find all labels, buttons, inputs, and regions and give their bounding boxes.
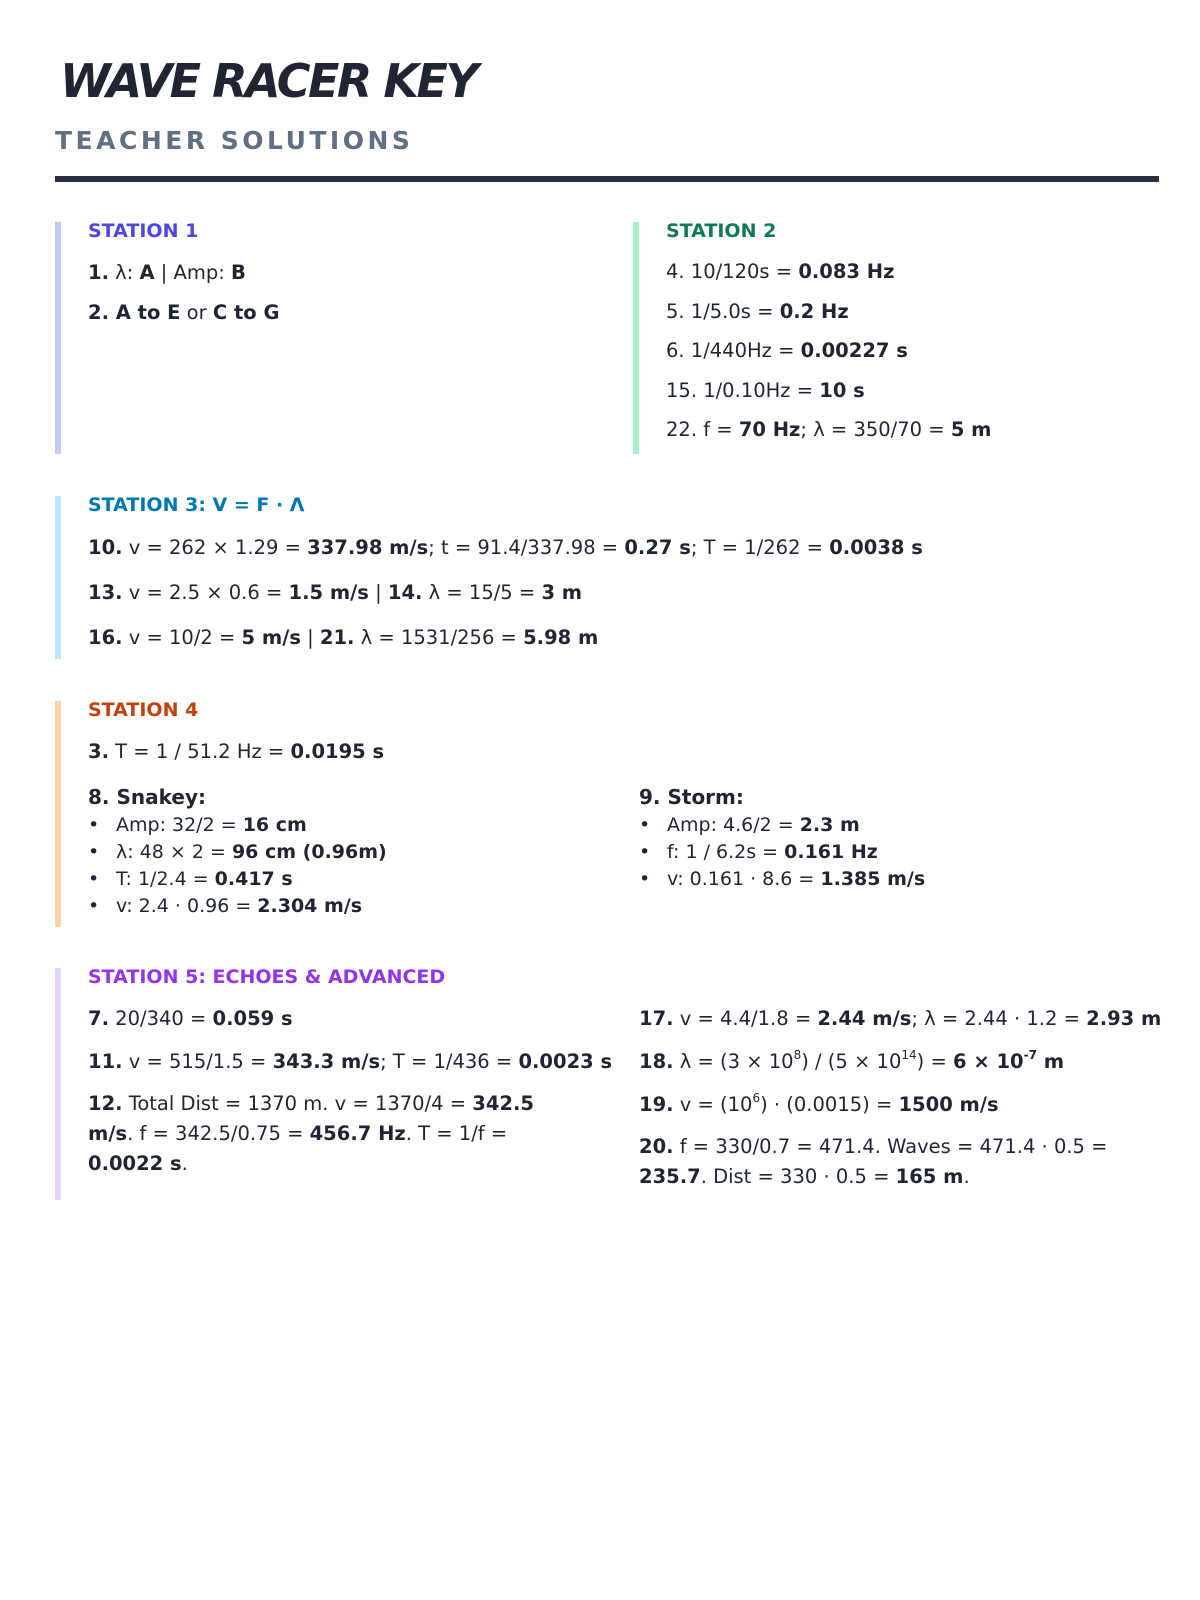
answer-7-result: 0.059 s (212, 1007, 293, 1030)
answer-3-number: 3. (88, 740, 109, 763)
answer-14-work: λ = 15/5 = (422, 581, 542, 604)
answer-3-work: T = 1 / 51.2 Hz = (108, 740, 291, 763)
answer-16-21 (88, 625, 598, 650)
answer-16-number: 16. (88, 626, 123, 649)
answer-7 (88, 1006, 293, 1031)
answer-4-work: 4. 10/120s = (666, 260, 799, 283)
answer-22-work: ; λ = 350/70 = (800, 418, 951, 441)
separator: | (300, 626, 320, 649)
answer-12-speed: 342.5 m/s (88, 1092, 534, 1145)
answer-2-option-a: 2. A to E (88, 301, 181, 324)
list-item-work: v: 0.161 · 8.6 = (667, 868, 821, 890)
answer-10-number: 10. (88, 536, 123, 559)
list-item-work: T: 1/2.4 = (116, 868, 215, 890)
answer-22-work: 22. f = (666, 418, 739, 441)
list-item (88, 839, 387, 866)
answer-12-work: . f = 342.5/0.75 = (127, 1122, 310, 1145)
answer-17-work: v = 4.4/1.8 = (673, 1007, 818, 1030)
station-2-card (633, 222, 1193, 454)
answer-11-speed: 343.3 m/s (272, 1050, 381, 1073)
answer-5 (666, 299, 849, 324)
answer-10-work: ; t = 91.4/337.98 = (428, 536, 625, 559)
answer-12-work: . T = 1/f = (405, 1122, 508, 1145)
answer-12 (88, 1089, 558, 1179)
list-item-result: 0.161 Hz (784, 841, 878, 863)
list-item (639, 812, 925, 839)
list-item-result: 2.3 m (799, 814, 860, 836)
answer-21-result: 5.98 m (523, 626, 599, 649)
list-item-result: 0.417 s (214, 868, 293, 890)
answer-16-result: 5 m/s (241, 626, 301, 649)
answer-4 (666, 259, 894, 284)
answer-7-work: 20/340 = (108, 1007, 213, 1030)
answer-10-speed: 337.98 m/s (307, 536, 429, 559)
answer-1-amplitude: B (231, 261, 246, 284)
answer-20-work: . (963, 1165, 970, 1188)
answer-15-work: 15. 1/0.10Hz = (666, 379, 820, 402)
answer-19-result: 1500 m/s (898, 1093, 999, 1116)
answer-3-result: 0.0195 s (290, 740, 385, 763)
snakey-list (88, 812, 387, 920)
answer-13-result: 1.5 m/s (288, 581, 369, 604)
answer-1-text: λ: (108, 261, 140, 284)
station-4-card (55, 701, 1155, 927)
station-4-title: STATION 4 (88, 699, 199, 721)
snakey-heading: 8. Snakey: (88, 785, 206, 809)
answer-3 (88, 739, 384, 764)
answer-12-number: 12. (88, 1092, 123, 1115)
answer-1-text: | Amp: (154, 261, 232, 284)
answer-11-number: 11. (88, 1050, 123, 1073)
answer-22 (666, 417, 992, 442)
storm-heading: 9. Storm: (639, 785, 744, 809)
answer-17 (639, 1006, 1161, 1031)
answer-2 (88, 300, 279, 325)
answer-6 (666, 338, 908, 363)
answer-19-work: ) · (0.0015) = (760, 1093, 899, 1116)
answer-10-period: 0.0038 s (829, 536, 923, 559)
list-item-work: f: 1 / 6.2s = (667, 841, 785, 863)
station-3-title: STATION 3: V = F · Λ (88, 494, 305, 516)
answer-12-period: 0.0022 s (88, 1152, 182, 1175)
list-item-work: λ: 48 × 2 = (116, 841, 232, 863)
list-item (88, 893, 387, 920)
answer-6-work: 6. 1/440Hz = (666, 339, 801, 362)
answer-21-work: λ = 1531/256 = (354, 626, 524, 649)
answer-19-work: v = (10 (673, 1093, 753, 1116)
list-item (88, 866, 387, 893)
answer-11-work: ; T = 1/436 = (380, 1050, 519, 1073)
exponent: 6 (752, 1090, 761, 1105)
list-item-work: v: 2.4 · 0.96 = (116, 895, 258, 917)
answer-20-work: f = 330/0.7 = 471.4. Waves = 471.4 · 0.5 = (673, 1135, 1108, 1158)
header-divider (55, 176, 1159, 182)
answer-12-frequency: 456.7 Hz (309, 1122, 406, 1145)
answer-10-time: 0.27 s (624, 536, 691, 559)
list-item-work: Amp: 4.6/2 = (667, 814, 800, 836)
answer-12-work: Total Dist = 1370 m. v = 1370/4 = (122, 1092, 473, 1115)
separator: | (368, 581, 388, 604)
storm-list (639, 812, 925, 893)
answer-14-result: 3 m (541, 581, 583, 604)
answer-2-option-b: C to G (212, 301, 280, 324)
list-item (639, 839, 925, 866)
answer-7-number: 7. (88, 1007, 109, 1030)
answer-1 (88, 260, 246, 285)
answer-10 (88, 535, 923, 560)
station-5-card (55, 966, 1162, 1200)
answer-21-number: 21. (319, 626, 355, 649)
answer-6-result: 0.00227 s (800, 339, 908, 362)
exponent: 8 (793, 1047, 802, 1062)
station-1-title: STATION 1 (88, 220, 199, 242)
answer-18-result: 6 × 10 (953, 1050, 1024, 1073)
answer-20-work: . Dist = 330 · 0.5 = (700, 1165, 896, 1188)
answer-11 (88, 1049, 612, 1074)
answer-13-14 (88, 580, 582, 605)
answer-20 (639, 1132, 1159, 1192)
answer-17-speed: 2.44 m/s (817, 1007, 912, 1030)
list-item (639, 866, 925, 893)
answer-10-work: ; T = 1/262 = (690, 536, 830, 559)
answer-19-number: 19. (639, 1093, 674, 1116)
answer-18-unit: m (1036, 1050, 1065, 1073)
answer-5-result: 0.2 Hz (779, 300, 849, 323)
answer-17-number: 17. (639, 1007, 674, 1030)
answer-15-result: 10 s (819, 379, 865, 402)
answer-20-number: 20. (639, 1135, 674, 1158)
answer-18-work: ) / (5 × 10 (801, 1050, 902, 1073)
answer-16-work: v = 10/2 = (122, 626, 242, 649)
answer-12-work: . (181, 1152, 188, 1175)
answer-1-wavelength: A (139, 261, 155, 284)
station-2-title: STATION 2 (666, 220, 777, 242)
list-item-result: 2.304 m/s (257, 895, 363, 917)
answer-18 (639, 1049, 1064, 1074)
answer-1-number: 1. (88, 261, 109, 284)
list-item-result: 1.385 m/s (820, 868, 926, 890)
answer-5-work: 5. 1/5.0s = (666, 300, 780, 323)
list-item-result: 16 cm (242, 814, 307, 836)
answer-22-wavelength: 5 m (950, 418, 992, 441)
answer-11-period: 0.0023 s (518, 1050, 613, 1073)
station-1-card (55, 222, 615, 454)
answer-22-frequency: 70 Hz (738, 418, 801, 441)
answer-11-work: v = 515/1.5 = (122, 1050, 273, 1073)
list-item-result: 96 cm (0.96m) (231, 841, 387, 863)
answer-17-wavelength: 2.93 m (1086, 1007, 1162, 1030)
page-subtitle: TEACHER SOLUTIONS (55, 126, 414, 155)
station-5-title: STATION 5: ECHOES & ADVANCED (88, 966, 446, 988)
answer-15 (666, 378, 865, 403)
answer-17-work: ; λ = 2.44 · 1.2 = (911, 1007, 1087, 1030)
answer-20-distance: 165 m (895, 1165, 964, 1188)
answer-19 (639, 1092, 999, 1117)
answer-18-work: λ = (3 × 10 (673, 1050, 794, 1073)
station-3-card (55, 496, 1155, 659)
answer-14-number: 14. (387, 581, 423, 604)
answer-20-waves: 235.7 (639, 1165, 701, 1188)
list-item-work: Amp: 32/2 = (116, 814, 243, 836)
exponent: 14 (901, 1047, 917, 1062)
exponent: -7 (1023, 1047, 1037, 1062)
answer-2-text: or (180, 301, 213, 324)
answer-18-number: 18. (639, 1050, 674, 1073)
answer-10-work: v = 262 × 1.29 = (122, 536, 308, 559)
answer-18-work: ) = (916, 1050, 953, 1073)
answer-4-result: 0.083 Hz (798, 260, 895, 283)
answer-13-work: v = 2.5 × 0.6 = (122, 581, 289, 604)
page-title: WAVE RACER KEY (60, 54, 477, 108)
list-item (88, 812, 387, 839)
answer-13-number: 13. (88, 581, 123, 604)
